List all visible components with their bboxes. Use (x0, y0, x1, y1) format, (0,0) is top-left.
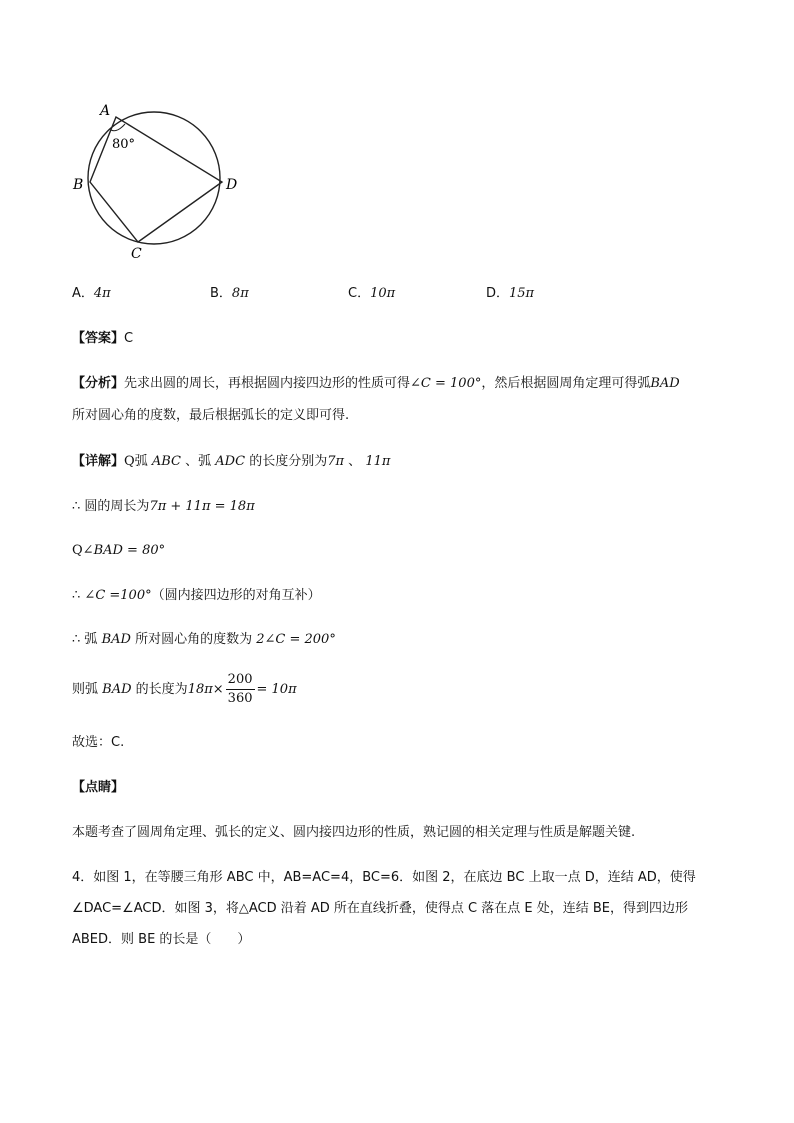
vertex-label-a: A (100, 103, 111, 119)
option-a-letter: A． (72, 286, 94, 301)
analysis-text-1: 先求出圆的周长，再根据圆内接四边形的性质可得 (124, 376, 411, 391)
analysis-math-1: ∠C = 100° (410, 376, 482, 391)
detail-text: 的长度为 (135, 682, 188, 697)
arc-bad: BAD (101, 632, 131, 647)
detail-line-4 (72, 586, 321, 606)
question4-line-2: ∠DAC=∠ACD．如图 3，将△ACD 沿着 AD 所在直线折叠，使得点 C 落在点 E 处，连结 BE，得到四边形 (72, 901, 689, 916)
option-b[interactable] (210, 284, 249, 304)
analysis-text-2: ，然后根据圆周角定理可得弧 (481, 376, 651, 391)
option-c-value: 10π (370, 286, 396, 301)
fraction-denominator: 360 (227, 691, 253, 706)
arc-bad: BAD (102, 682, 132, 697)
analysis-line-1 (72, 374, 680, 394)
option-a[interactable] (72, 284, 111, 304)
vertex-label-b: B (73, 177, 84, 193)
detail-line-5 (72, 630, 336, 650)
fraction-200-over-360 (226, 671, 255, 708)
circumference-equation: 7π + 11π = 18π (149, 499, 255, 514)
option-d-value: 15π (509, 286, 535, 301)
detail-line-3 (72, 541, 165, 561)
arc-adc: ADC (215, 454, 246, 469)
answer-line (72, 329, 133, 349)
comment-tag: 【点睛】 (72, 780, 125, 795)
detail-text: 、 (348, 454, 362, 469)
detail-text: （圆内接四边形的对角互补） (151, 588, 321, 603)
arc-adc-length: 11π (365, 454, 391, 469)
vertex-label-c: C (131, 246, 142, 262)
therefore-symbol-icon: ∴ (72, 588, 81, 603)
vertex-label-d: D (226, 177, 238, 193)
arc-abc-length: 7π (327, 454, 345, 469)
detail-line-1 (72, 452, 390, 472)
angle-c-equation: ∠C =100° (84, 588, 152, 603)
detail-text: 弧 (84, 632, 98, 647)
option-d[interactable] (486, 284, 534, 304)
option-b-value: 8π (231, 286, 249, 301)
detail-line-6 (72, 670, 297, 710)
analysis-line-2: 所对圆心角的度数，最后根据弧长的定义即可得. (72, 408, 350, 423)
comment-text: 本题考查了圆周角定理、弧长的定义、圆内接四边形的性质，熟记圆的相关定理与性质是解题关键. (72, 825, 636, 840)
fraction-numerator: 200 (226, 671, 255, 690)
therefore-symbol-icon: ∴ (72, 499, 81, 514)
detail-text: 弧 (134, 454, 148, 469)
question4-line-3: ABED．则 BE 的长是（ ） (72, 932, 251, 947)
detail-text: 的长度分别为 (249, 454, 328, 469)
option-a-value: 4π (93, 286, 111, 301)
arc-length-factor: 18π× (187, 682, 224, 697)
option-b-letter: B． (210, 286, 232, 301)
because-symbol-icon: Q (72, 543, 83, 558)
answer-value: C (124, 331, 134, 346)
option-d-letter: D． (486, 286, 510, 301)
detail-tag: 【详解】 (72, 454, 125, 469)
central-angle-equation: 2∠C = 200° (256, 632, 336, 647)
option-c[interactable] (348, 284, 395, 304)
therefore-symbol-icon: ∴ (72, 632, 81, 647)
analysis-math-2: BAD (650, 376, 680, 391)
detail-text: 所对圆心角的度数为 (135, 632, 253, 647)
detail-choice: 故选：C. (72, 735, 125, 750)
detail-line-2 (72, 497, 255, 517)
arc-length-result: = 10π (256, 682, 297, 697)
angle-label: 80° (112, 137, 136, 152)
circumcircle (88, 112, 220, 244)
detail-text: 、弧 (185, 454, 212, 469)
option-c-letter: C． (348, 286, 371, 301)
because-symbol-icon: Q (124, 454, 135, 469)
question4-line-1: 4．如图 1，在等腰三角形 ABC 中，AB=AC=4，BC=6．如图 2，在底边 BC 上取一点 D，连结 AD，使得 (72, 870, 696, 885)
detail-text: 则弧 (72, 682, 99, 697)
answer-tag: 【答案】 (72, 331, 125, 346)
arc-abc: ABC (151, 454, 181, 469)
cyclic-quadrilateral-figure (68, 92, 248, 264)
analysis-tag: 【分析】 (72, 376, 125, 391)
detail-text: 圆的周长为 (84, 499, 150, 514)
angle-bad-equation: ∠BAD = 80° (82, 543, 166, 558)
